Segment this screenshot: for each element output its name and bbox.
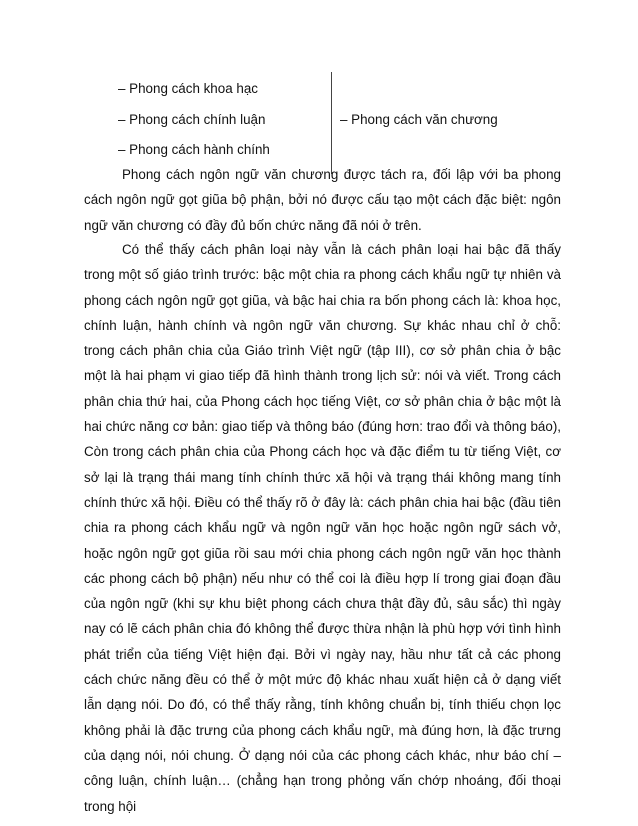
paragraph-1: Phong cách ngôn ngữ văn chương được tách ra, đối lập với ba phong cách ngôn ngữ gọt giũa bộ phận, bởi nó được cấu tạo một cách đặc biệt: ngôn ngữ văn chương có đầy đủ bốn chức năng đã nói ở trên. [84, 167, 561, 233]
list-item-khoa-hoc: – Phong cách khoa hạc [118, 81, 258, 96]
list-item-chinh-luan: – Phong cách chính luận [118, 112, 266, 127]
column-divider [331, 72, 332, 174]
list-item-hanh-chinh: – Phong cách hành chính [118, 142, 270, 157]
list-item-van-chuong: – Phong cách văn chương [340, 112, 498, 127]
paragraph-2: Có thể thấy cách phân loại này vẫn là cách phân loại hai bậc đã thấy trong một số giáo trình trước: bậc một chia ra phong cách khẩu ngữ tự nhiên và phong cách ngôn ngữ gọt giũa, và bậc hai chia ra bốn phong cách là: khoa học, chính luận, hành chính và ngôn ngữ văn chương. Sự khác nhau chỉ ở chỗ: trong cách phân chia của Giáo trình Việt ngữ (tập III), cơ sở phân chia ở bậc một là hai phạm vi giao tiếp đã hình thành trong lịch sử: nói và viết. Trong cách phân chia thứ hai, của Phong cách học tiếng Việt, cơ sở phân chia ở bậc một là hai chức năng cơ bản: giao tiếp và thông báo (đúng hơn: trao đổi và thông báo), Còn trong cách phân chia của Phong cách học và đặc điểm tu từ tiếng Việt, cơ sở lại là trạng thái mang tính chính thức xã hội và trạng thái không mang tính chính thức xã hội. Điều có thể thấy rõ ở đây là: cách phân chia hai bậc (đầu tiên chia ra phong cách khẩu ngữ và ngôn ngữ văn học hoặc ngôn ngữ sách vở, hoặc ngôn ngữ gọt giũa rồi sau mới chia phong cách ngôn ngữ văn học thành các phong cách bộ phận) nếu như có thể coi là điều hợp lí trong giai đoạn đầu của ngôn ngữ (khi sự khu biệt phong cách chưa thật đầy đủ, sâu sắc) thì ngày nay có lẽ cách phân chia đó không thể được thừa nhận là phù hợp với tình hình phát triển của tiếng Việt hiện đại. Bởi vì ngày nay, hầu như tất cả các phong cách chức năng đều có thể ở một mức độ khác nhau xuất hiện cả ở dạng viết lẫn dạng nói. Do đó, có thể thấy rằng, tính không chuẩn bị, tính thiếu chọn lọc không phải là đặc trưng của phong cách khẩu ngữ, mà đúng hơn, là đặc trưng của dạng nói, nói chung. Ở dạng nói của các phong cách khác, như báo chí – công luận, chính luận… (chẳng hạn trong phỏng vấn chớp nhoáng, đối thoại trong hội [84, 242, 561, 814]
